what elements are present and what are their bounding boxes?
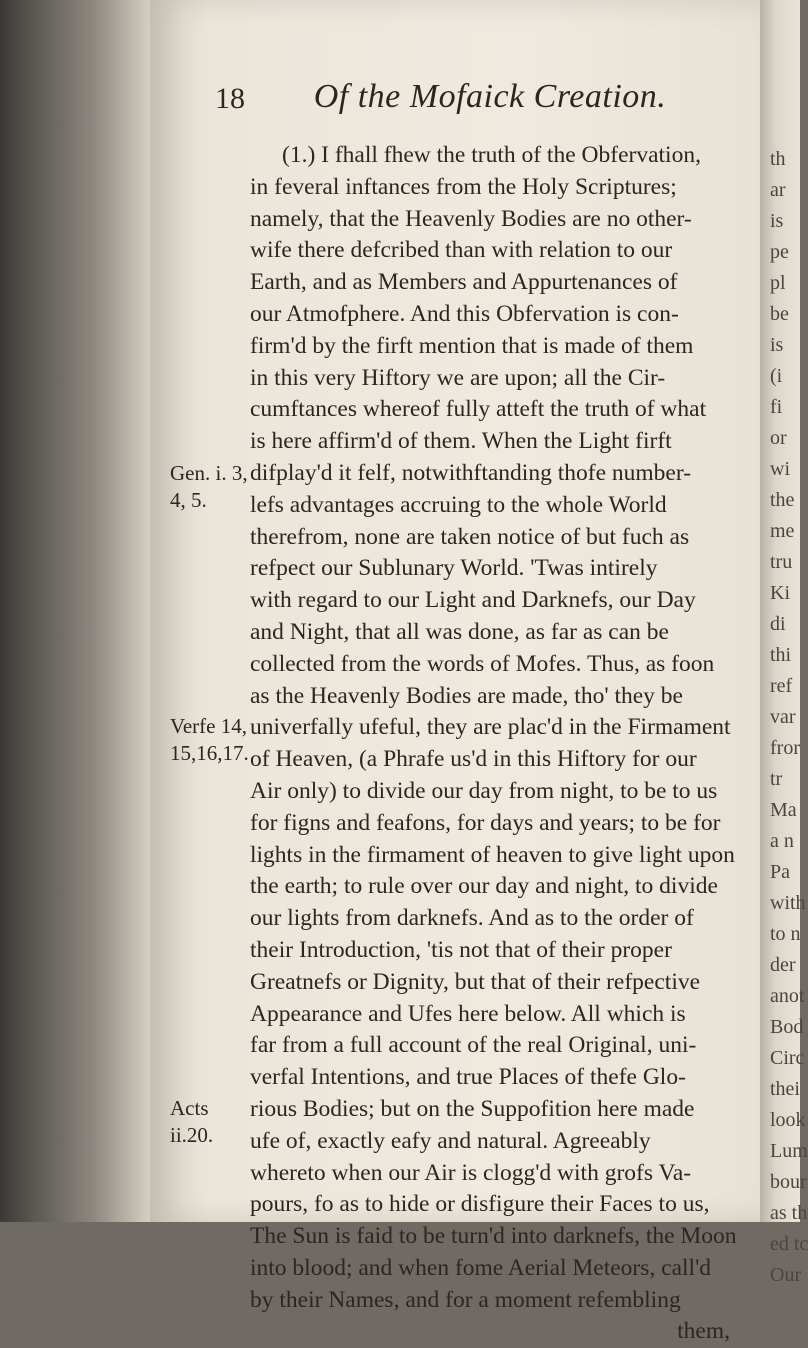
next-page-fragment: the [770,489,795,511]
text-line: as the Heavenly Bodies are made, tho' they be [250,682,683,709]
next-page-fragment: bour [770,1171,807,1193]
margin-note-acts: Acts ii.20. [170,1096,214,1147]
text-line: namely, that the Heavenly Bodies are no other- [250,205,692,232]
text-line: cumftances whereof fully atteft the truth of what [250,396,707,423]
next-page-fragment: Circ [770,1047,805,1069]
text-line: firm'd by the firft mention that is made of them [250,332,694,359]
next-page-fragment: ar [770,179,786,201]
text-line: for figns and feafons, for days and years; to be for [250,809,721,836]
text-line: in this very Hiftory we are upon; all the Cir- [250,364,666,391]
body-text [250,140,750,1348]
page-number: 18 [215,82,245,115]
next-page-fragment: der [770,954,796,976]
text-line: Greatnefs or Dignity, but that of their refpective [250,968,701,995]
next-page-fragment: di [770,613,786,635]
text-line: therefrom, none are taken notice of but fuch as [250,523,690,550]
next-page-fragment: pl [770,272,786,294]
next-page-fragment: is [770,334,784,356]
next-page-fragment: with [770,892,806,914]
next-page-fragment: var [770,706,796,728]
next-page-fragment: look [770,1109,806,1131]
text-line: the earth; to rule over our day and night, to divide [250,873,718,900]
next-page-fragment: me [770,520,795,542]
text-line: by their Names, and for a moment refembling [250,1286,681,1313]
next-page-edge [760,0,808,1286]
text-line: ufe of, exactly eafy and natural. Agreeably [250,1127,651,1154]
next-page-fragment: tru [770,551,793,573]
running-head: Of the Mofaick Creation. [313,78,667,115]
next-page-fragment: Our [770,1264,802,1286]
next-page-fragment: Pa [770,861,790,883]
next-page-fragment: (i [770,365,783,387]
next-page-fragment: fror [770,737,800,759]
text-line: Air only) to divide our day from night, to be to us [250,777,718,804]
text-line: wife there defcribed than with relation to our [250,237,673,264]
text-line: rious Bodies; but on the Suppofition here made [250,1095,695,1122]
margin-note-verse: Verfe 14, 15,16,17. [170,714,249,765]
text-line: in feveral inftances from the Holy Scriptures; [250,173,677,200]
text-line: lights in the firmament of heaven to give light upon [250,841,735,868]
next-page-fragment: is [770,210,784,232]
next-page-fragment: or [770,427,787,449]
text-line: their Introduction, 'tis not that of their proper [250,936,672,963]
text-line: into blood; and when fome Aerial Meteors, call'd [250,1254,712,1281]
text-line: is here affirm'd of them. When the Light firft [250,428,672,455]
text-line: verfal Intentions, and true Places of thefe Glo- [250,1064,686,1091]
catchword: them, [677,1318,730,1345]
text-line: our Atmofphere. And this Obfervation is con- [250,300,679,327]
next-page-fragment: as th [770,1202,808,1224]
next-page-fragment: wi [770,458,790,480]
next-page-fragment: anot [770,985,805,1007]
text-line: of Heaven, (a Phrafe us'd in this Hiftory for our [250,746,697,773]
next-page-fragment: ed tc [770,1233,808,1255]
next-page-fragment: th [770,148,786,170]
text-line: Earth, and as Members and Appurtenances of [250,269,678,296]
next-page-fragment: Lum [770,1140,808,1162]
next-page-fragment: to n [770,923,801,945]
next-page-fragment: thi [770,644,792,666]
text-line: Appearance and Ufes here below. All which is [250,1000,686,1027]
book-spine-shadow [0,0,170,1222]
text-line: whereto when our Air is clogg'd with grofs Va- [250,1159,692,1186]
text-line: refpect our Sublunary World. 'Twas intirely [250,555,658,582]
next-page-fragment: ref [770,675,793,697]
text-line: with regard to our Light and Darknefs, our Day [250,587,696,614]
text-line: difplay'd it felf, notwithftanding thofe number- [250,459,692,486]
next-page-fragment: be [770,303,789,325]
next-page-fragment: thei [770,1078,800,1100]
text-line: far from a full account of the real Original, uni- [250,1032,697,1059]
text-line: lefs advantages accruing to the whole World [250,491,667,518]
next-page-fragment: pe [770,241,789,263]
text-line: and Night, that all was done, as far as can be [250,618,669,645]
text-line: pours, fo as to hide or disfigure their Faces to us, [250,1191,710,1218]
text-line: (1.) I fhall fhew the truth of the Obfervation, [282,142,701,168]
next-page-fragment: tr [770,768,783,790]
next-page-fragment: fi [770,396,783,418]
next-page-fragment: Bod [770,1016,804,1038]
margin-note-genesis: Gen. i. 3, 4, 5. [170,461,248,512]
text-line: our lights from darknefs. And as to the order of [250,905,694,932]
text-line: collected from the words of Mofes. Thus, as foon [250,650,715,677]
text-line: The Sun is faid to be turn'd into darknefs, the Moon [250,1223,737,1250]
next-page-fragment: Ki [770,582,790,604]
next-page-fragment: a n [770,830,794,852]
next-page-fragment: Ma [770,799,797,821]
text-line: univerfally ufeful, they are plac'd in the Firmament [250,714,731,741]
